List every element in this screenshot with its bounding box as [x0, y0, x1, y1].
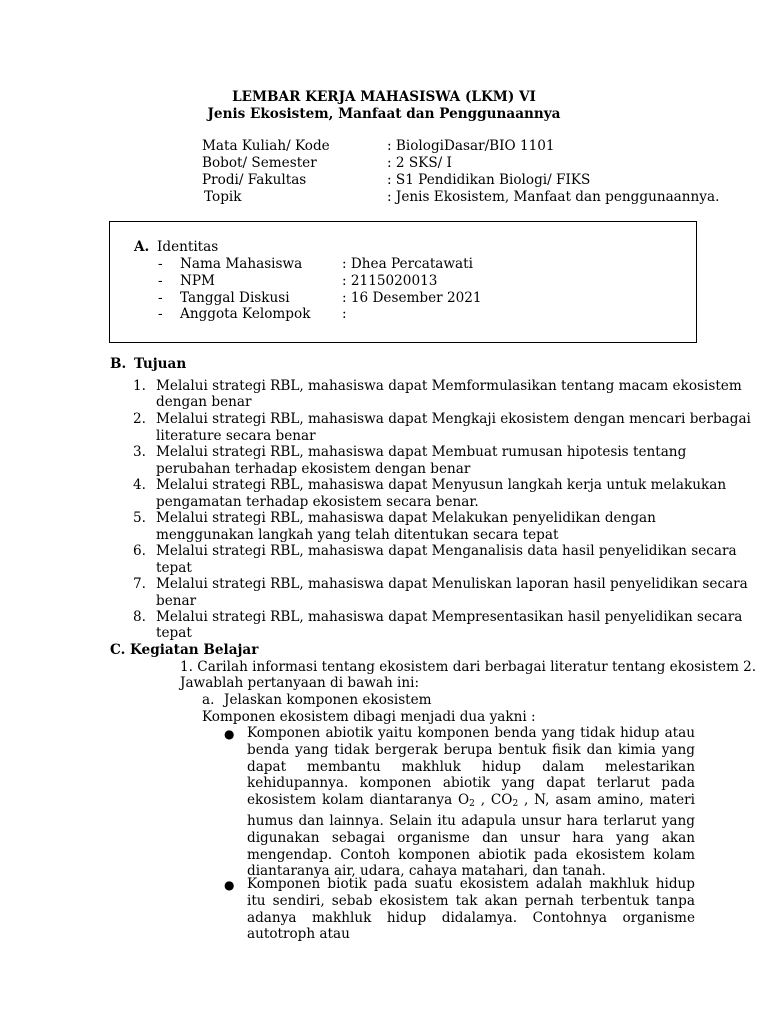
course-info-value: : Jenis Ekosistem, Manfaat dan penggunaannya. [387, 189, 720, 205]
list-item-continued: benar [156, 593, 197, 609]
list-item-number: 1. [133, 378, 146, 394]
abiotik-text: , N, asam amino, materi humus dan lainnya. Selain itu adapula unsur hara terlarut yang digunakan sebagai organisme dan unsur hara yang akan mengendap. Contoh komponen abiotik pada ekosistem kolam diantaranya air, udara, cahaya matahari, dan tanah. [247, 792, 695, 880]
identity-value: : 16 Desember 2021 [342, 290, 482, 306]
list-item-continued: perubahan terhadap ekosistem dengan benar [156, 461, 471, 477]
list-item: Melalui strategi RBL, mahasiswa dapat Mengkaji ekosistem dengan mencari berbagai [156, 411, 751, 427]
list-item-number: 2. [133, 411, 146, 427]
course-info-value: : S1 Pendidikan Biologi/ FIKS [387, 172, 591, 188]
identity-label: Tanggal Diskusi [180, 290, 290, 306]
list-item-number: 8. [133, 609, 146, 625]
identity-dash: - [158, 290, 163, 306]
course-info-label: Topik [204, 189, 242, 205]
identity-label: Nama Mahasiswa [180, 256, 303, 272]
identity-label: Anggota Kelompok [180, 306, 311, 322]
list-item-continued: menggunakan langkah yang telah ditentukan secara tepat [156, 527, 559, 543]
course-info-label: Prodi/ Fakultas [202, 172, 307, 188]
identity-dash: - [158, 256, 163, 272]
o2-subscript: 2 [469, 799, 475, 810]
tujuan-heading: Tujuan [134, 356, 187, 372]
list-item-number: 5. [133, 510, 146, 526]
bullet-icon: ● [224, 878, 235, 892]
sub-question-marker: a. [202, 692, 215, 708]
list-item: Melalui strategi RBL, mahasiswa dapat Mempresentasikan hasil penyelidikan secara [156, 609, 743, 625]
list-item-number: 6. [133, 543, 146, 559]
identity-value: : 2115020013 [342, 273, 438, 289]
list-item-number: 4. [133, 477, 146, 493]
identity-dash: - [158, 306, 163, 322]
tujuan-marker: B. [110, 356, 127, 372]
list-item: Melalui strategi RBL, mahasiswa dapat Memformulasikan tentang macam ekosistem [156, 378, 742, 394]
abiotik-paragraph [247, 725, 695, 880]
identity-value: : [342, 306, 347, 322]
list-item-number: 3. [133, 444, 146, 460]
document-subtitle: Jenis Ekosistem, Manfaat dan Penggunaannya [207, 106, 561, 122]
kegiatan-intro-continued: Jawablah pertanyaan di bawah ini: [180, 675, 420, 691]
list-item: Melalui strategi RBL, mahasiswa dapat Membuat rumusan hipotesis tentang [156, 444, 687, 460]
identity-heading: Identitas [157, 239, 219, 255]
list-item-continued: dengan benar [156, 394, 252, 410]
sub-question: Jelaskan komponen ekosistem [224, 692, 432, 708]
abiotik-text: , CO [474, 792, 513, 809]
identity-label: NPM [180, 273, 215, 289]
list-item-number: 7. [133, 576, 146, 592]
abiotik-text: Komponen abiotik yaitu komponen benda yang tidak hidup atau benda yang tidak bergerak berupa bentuk fisik dan kimia yang dapat membantu makhluk hidup dalam melestarikan kehidupannya. komponen abiotik yang dapat terlarut pada ekosistem kolam diantaranya O [247, 725, 695, 809]
biotik-paragraph: Komponen biotik pada suatu ekosistem adalah makhluk hidup itu sendiri, sebab ekosistem tak akan pernah terbentuk tanpa adanya makhluk hidup didalamya. Contohnya organisme autotroph atau [247, 876, 695, 943]
list-item: Melalui strategi RBL, mahasiswa dapat Menganalisis data hasil penyelidikan secara [156, 543, 737, 559]
course-info-label: Bobot/ Semester [202, 155, 317, 171]
list-item-continued: tepat [156, 560, 192, 576]
list-item-continued: literature secara benar [156, 428, 316, 444]
co2-subscript: 2 [512, 799, 519, 810]
course-info-value: : BiologiDasar/BIO 1101 [387, 138, 555, 154]
list-item: Melalui strategi RBL, mahasiswa dapat Melakukan penyelidikan dengan [156, 510, 656, 526]
list-item: Melalui strategi RBL, mahasiswa dapat Menyusun langkah kerja untuk melakukan [156, 477, 727, 493]
bullet-icon: ● [224, 727, 235, 741]
list-item: Melalui strategi RBL, mahasiswa dapat Menuliskan laporan hasil penyelidikan secara [156, 576, 748, 592]
course-info-value: : 2 SKS/ I [387, 155, 452, 171]
identity-marker: A. [134, 239, 150, 255]
course-info-label: Mata Kuliah/ Kode [202, 138, 330, 154]
identity-dash: - [158, 273, 163, 289]
kegiatan-intro: 1. Carilah informasi tentang ekosistem dari berbagai literatur tentang ekosistem 2. [180, 659, 757, 675]
list-item-continued: pengamatan terhadap ekosistem secara benar. [156, 494, 479, 510]
document-title: LEMBAR KERJA MAHASISWA (LKM) VI [232, 89, 536, 105]
kegiatan-heading: C. Kegiatan Belajar [110, 642, 259, 658]
answer-lead: Komponen ekosistem dibagi menjadi dua yakni : [202, 709, 536, 725]
list-item-continued: tepat [156, 625, 192, 641]
identity-value: : Dhea Percatawati [342, 256, 473, 272]
